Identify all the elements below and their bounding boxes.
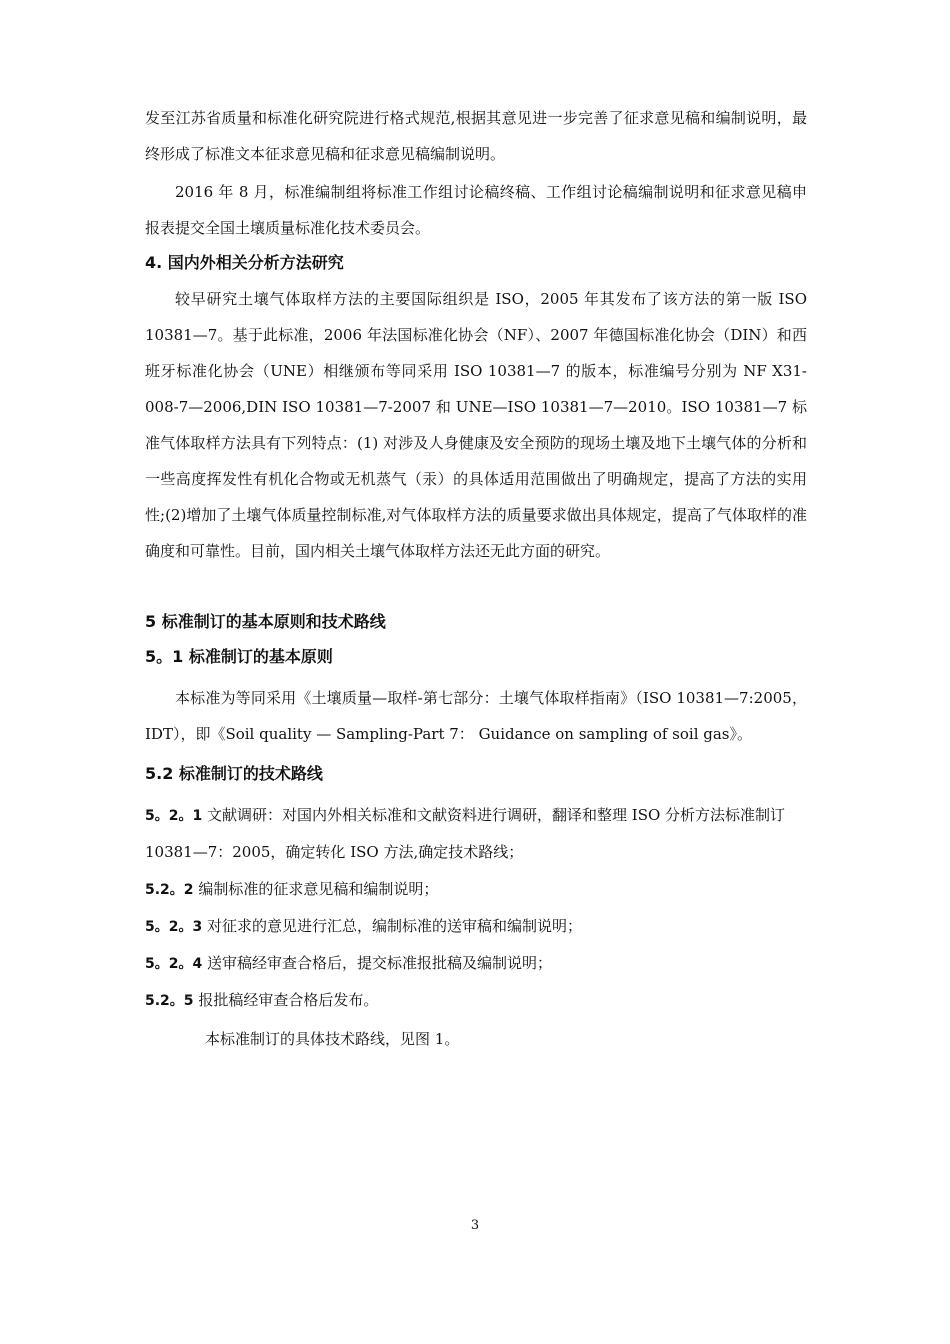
heading-section-5: 5 标准制订的基本原则和技术路线 xyxy=(145,612,386,631)
step-number: 5。2。4 xyxy=(145,956,203,972)
heading-section-5-1: 5。1 标准制订的基本原则 xyxy=(145,647,333,666)
step-text: 报批稿经审查合格后发布。 xyxy=(193,991,379,1009)
paragraph-2: 2016 年 8 月，标准编制组将标准工作组讨论稿终稿、工作组讨论稿编制说明和征求意见稿申报表提交全国土壤质量标准化技术委员会。 xyxy=(145,183,807,237)
step-text: 送审稿经审查合格后，提交标准报批稿及编制说明； xyxy=(202,954,553,972)
step-number: 5。2。1 xyxy=(145,808,203,824)
paragraph-4: 本标准为等同采用《土壤质量—取样-第七部分：土壤气体取样指南》（ISO 10381—7:2005，IDT），即《Soil quality — Sampling-Part 7： Guidance on sampling of soil gas》。 xyxy=(145,689,807,743)
step-item-3 xyxy=(145,908,807,945)
step-text: 文献调研：对国内外相关标准和文献资料进行调研，翻译和整理 ISO 分析方法标准制订 10381—7：2005，确定转化 ISO 方法,确定技术路线； xyxy=(145,806,786,861)
step-text: 对征求的意见进行汇总，编制标准的送审稿和编制说明； xyxy=(202,917,583,935)
heading-section-5-2: 5.2 标准制订的技术路线 xyxy=(145,764,323,783)
paragraph-3: 较早研究土壤气体取样方法的主要国际组织是 ISO，2005 年其发布了该方法的第一版 ISO 10381—7。基于此标准，2006 年法国标准化协会（NF）、2007 年德国标准化协会（DIN）和西班牙标准化协会（UNE）相继颁布等同采用 ISO 10381—7 的版本，标准编号分别为 NF X31-008-7—2006,DIN ISO 10381—7-2007 和 UNE—ISO 10381—7—2010。ISO 10381—7 标准气体取样方法具有下列特点：(1) 对涉及人身健康及安全预防的现场土壤及地下土壤气体的分析和一些高度挥发性有机化合物或无机蒸气（汞）的具体适用范围做出了明确规定，提高了方法的实用性;(2)增加了土壤气体质量控制标准,对气体取样方法的质量要求做出具体规定，提高了气体取样的准确度和可靠性。目前，国内相关土壤气体取样方法还无此方面的研究。 xyxy=(145,290,807,560)
step-item-1 xyxy=(145,797,807,870)
step-item-5 xyxy=(145,982,807,1019)
step-item-2 xyxy=(145,871,807,908)
step-number: 5.2。2 xyxy=(145,882,194,898)
paragraph-1: 发至江苏省质量和标准化研究院进行格式规范,根据其意见进一步完善了征求意见稿和编制说明，最终形成了标准文本征求意见稿和征求意见稿编制说明。 xyxy=(145,109,807,163)
step-number: 5.2。5 xyxy=(145,993,194,1009)
step-text: 编制标准的征求意见稿和编制说明； xyxy=(193,880,439,898)
heading-section-4: 4. 国内外相关分析方法研究 xyxy=(145,253,344,272)
page-number: 3 xyxy=(470,1218,480,1233)
paragraph-5: 本标准制订的具体技术路线，见图 1。 xyxy=(205,1030,460,1048)
step-number: 5。2。3 xyxy=(145,919,203,935)
step-item-4 xyxy=(145,945,807,982)
